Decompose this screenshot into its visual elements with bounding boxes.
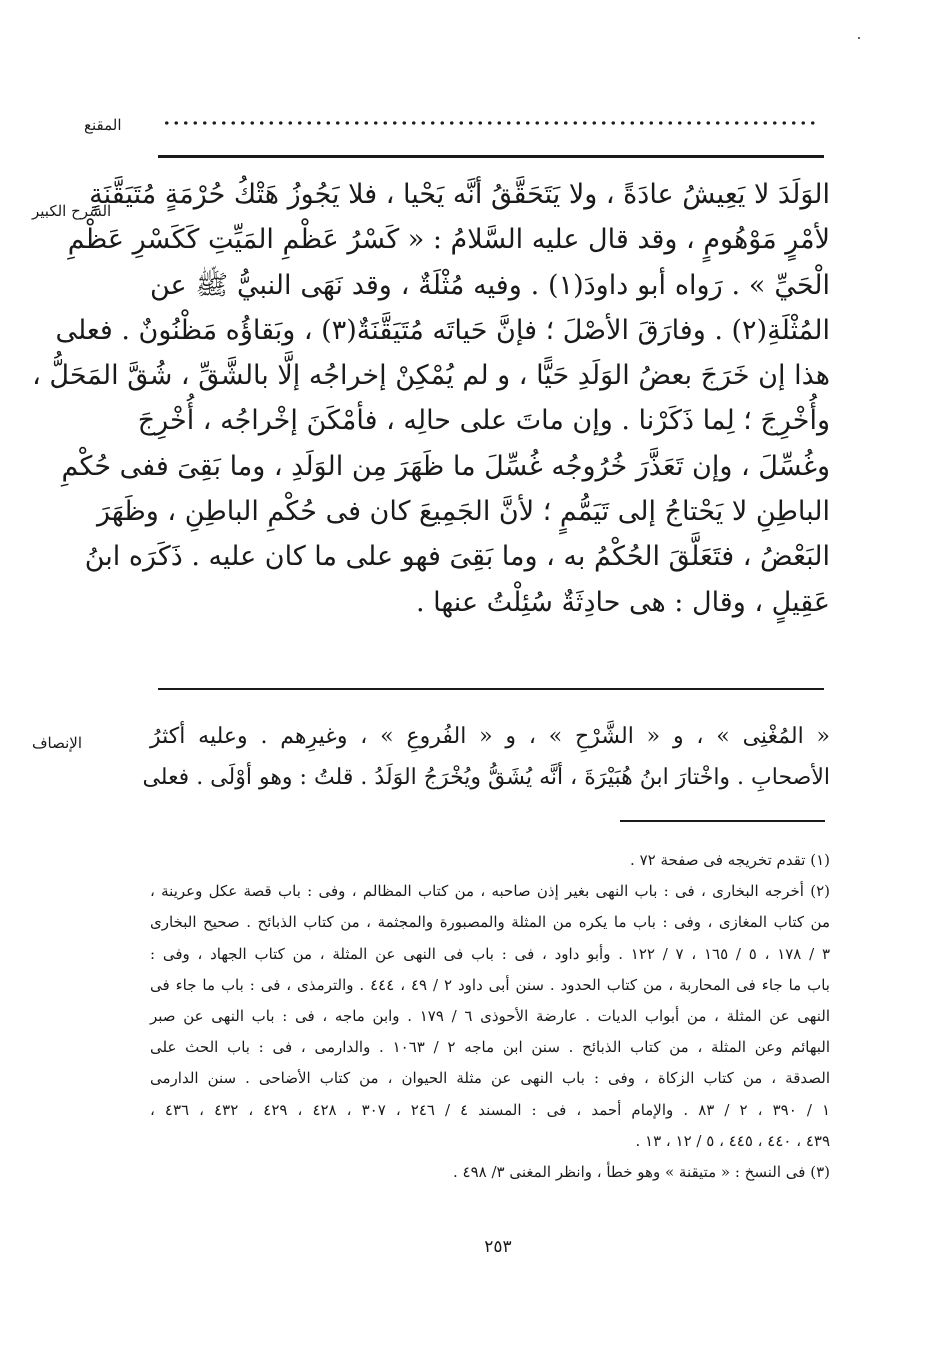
footnote-line: ٣ / ١٧٨ ، ٥ / ١٦٥ ، ٧ / ١٢٢ . وأبو داود ، فى : باب فى النهى عن المثلة ، من كتاب الجهاد ، وفى : bbox=[150, 944, 831, 963]
dotted-header-rule bbox=[162, 118, 817, 128]
main-line: لأمْرٍ مَوْهُومٍ ، وقد قال عليه السَّلامُ : « كَسْرُ عَظْمِ المَيِّتِ كَكَسْرِ عَظْمِ bbox=[67, 224, 830, 256]
footnotes bbox=[150, 845, 830, 1188]
footnote-line: ١ / ٣٩٠ ، ٢ / ٨٣ . والإمام أحمد ، فى : المسند ٤ / ٢٤٦ ، ٣٠٧ ، ٤٢٨ ، ٤٢٩ ، ٤٣٢ ، ٤٣٦ ، bbox=[150, 1100, 831, 1119]
footnote-line: من كتاب المغازى ، وفى : باب ما يكره من المثلة والمصبورة والمجثمة ، من كتاب الذبائح . صحيح البخارى bbox=[150, 913, 830, 932]
footnote-line: (١) تقدم تخريجه فى صفحة ٧٢ . bbox=[630, 851, 830, 869]
main-line: المُثْلَةِ(٢) . وفارَقَ الأصْلَ ؛ فإنَّ حَياتَه مُتَيَقَّنَةٌ(٣) ، وبَقاؤُه مَظْنُونٌ . فعلى bbox=[55, 314, 830, 346]
main-line: الوَلَدَ لا يَعِيشُ عادَةً ، ولا يَتَحَقَّقُ أنَّه يَحْيا ، فلا يَجُوزُ هَتْكُ حُرْمَةٍ مُتَيَقَّنَةٍ bbox=[89, 179, 830, 210]
main-line: هذا إن خَرَجَ بعضُ الوَلَدِ حَيًّا ، و لم يُمْكِنْ إخراجُه إلَّا بالشَّقِّ ، شُقَّ المَحَلُّ ، bbox=[32, 360, 830, 392]
footnote-line: الصدقة ، من كتاب الزكاة ، وفى : باب النهى عن مثلة الحيوان ، من كتاب الأضاحى . سنن الدارمى bbox=[150, 1069, 830, 1088]
footnote-line: ٤٣٩ ، ٤٤٠ ، ٤٤٥ ، ٥ / ١٢ ، ١٣ . bbox=[635, 1131, 830, 1150]
main-line: الْحَيِّ » . رَواه أبو داودَ(١) . وفيه مُثْلَةٌ ، وقد نَهَى النبيُّ ﷺ عن bbox=[150, 269, 830, 301]
footnote-line: البهائم وعن المثلة ، من كتاب الذبائح . سنن ابن ماجه ٢ / ١٠٦٣ . والدارمى ، فى : باب الحث على bbox=[150, 1038, 831, 1057]
footnote-line: باب ما جاء فى المحاربة ، من كتاب الحدود . سنن أبى داود ٢ / ٤٩ ، ٤٤٤ . والترمذى ، فى : باب ما جاء فى bbox=[150, 975, 830, 994]
main-line: عَقِيلٍ ، وقال : هى حادِثَةٌ سُئِلْتُ عنها . bbox=[415, 586, 830, 618]
section-divider bbox=[158, 688, 824, 690]
footnote-line: (٣) فى النسخ : « متيقنة » وهو خطأ ، وانظر المغنى ٣/ ٤٩٨ . bbox=[453, 1163, 830, 1182]
footnote-rule bbox=[620, 820, 825, 822]
main-line: الباطِنِ لا يَحْتاجُ إلى تَيَمُّمٍ ؛ لأنَّ الجَمِيعَ كان فى حُكْمِ الباطِنِ ، وظَهَرَ bbox=[96, 496, 830, 528]
sharh-label: الشرح الكبير bbox=[32, 202, 112, 220]
main-line: وأُخْرِجَ ؛ لِما ذَكَرْنا . وإن ماتَ على حالِه ، فأمْكَنَ إخْراجُه ، أُخْرِجَ bbox=[137, 405, 830, 437]
main-line: وغُسِّلَ ، وإن تَعَذَّرَ خُرُوجُه غُسِّلَ ما ظَهَرَ مِن الوَلَدِ ، وما بَقِىَ ففى حُكْمِ bbox=[61, 450, 830, 482]
page-number: ٢٥٣ bbox=[484, 1237, 512, 1257]
footnote-line: (٢) أخرجه البخارى ، فى : باب النهى بغير إذن صاحبه ، من كتاب المظالم ، وفى : باب قصة عكل وعرينة ، bbox=[150, 882, 830, 901]
insaf-text bbox=[142, 716, 830, 798]
main-line: البَعْضُ ، فتَعَلَّقَ الحُكْمُ به ، وما بَقِىَ فهو على ما كان عليه . ذَكَرَه ابنُ bbox=[84, 541, 830, 573]
scan-speck bbox=[858, 37, 860, 39]
insaf-label: الإنصاف bbox=[32, 734, 83, 752]
footnote-line: النهى عن المثلة ، من أبواب الديات . عارضة الأحوذى ٦ / ١٧٩ . وابن ماجه ، فى : باب النهى عن صبر bbox=[150, 1007, 830, 1026]
header-rule bbox=[158, 155, 824, 158]
insaf-line: « المُغْنِى » ، و « الشَّرْحِ » ، و « الفُروعِ » ، وغيرِهم . وعليه أكثرُ bbox=[150, 724, 830, 749]
insaf-line: الأصحابِ . واخْتارَ ابنُ هُبَيْرَةَ ، أنَّه يُشَقُّ ويُخْرَجُ الوَلَدُ . قلتُ : وهو أوْلَى . فعلى bbox=[142, 765, 830, 790]
running-head: المقنع bbox=[84, 116, 122, 134]
